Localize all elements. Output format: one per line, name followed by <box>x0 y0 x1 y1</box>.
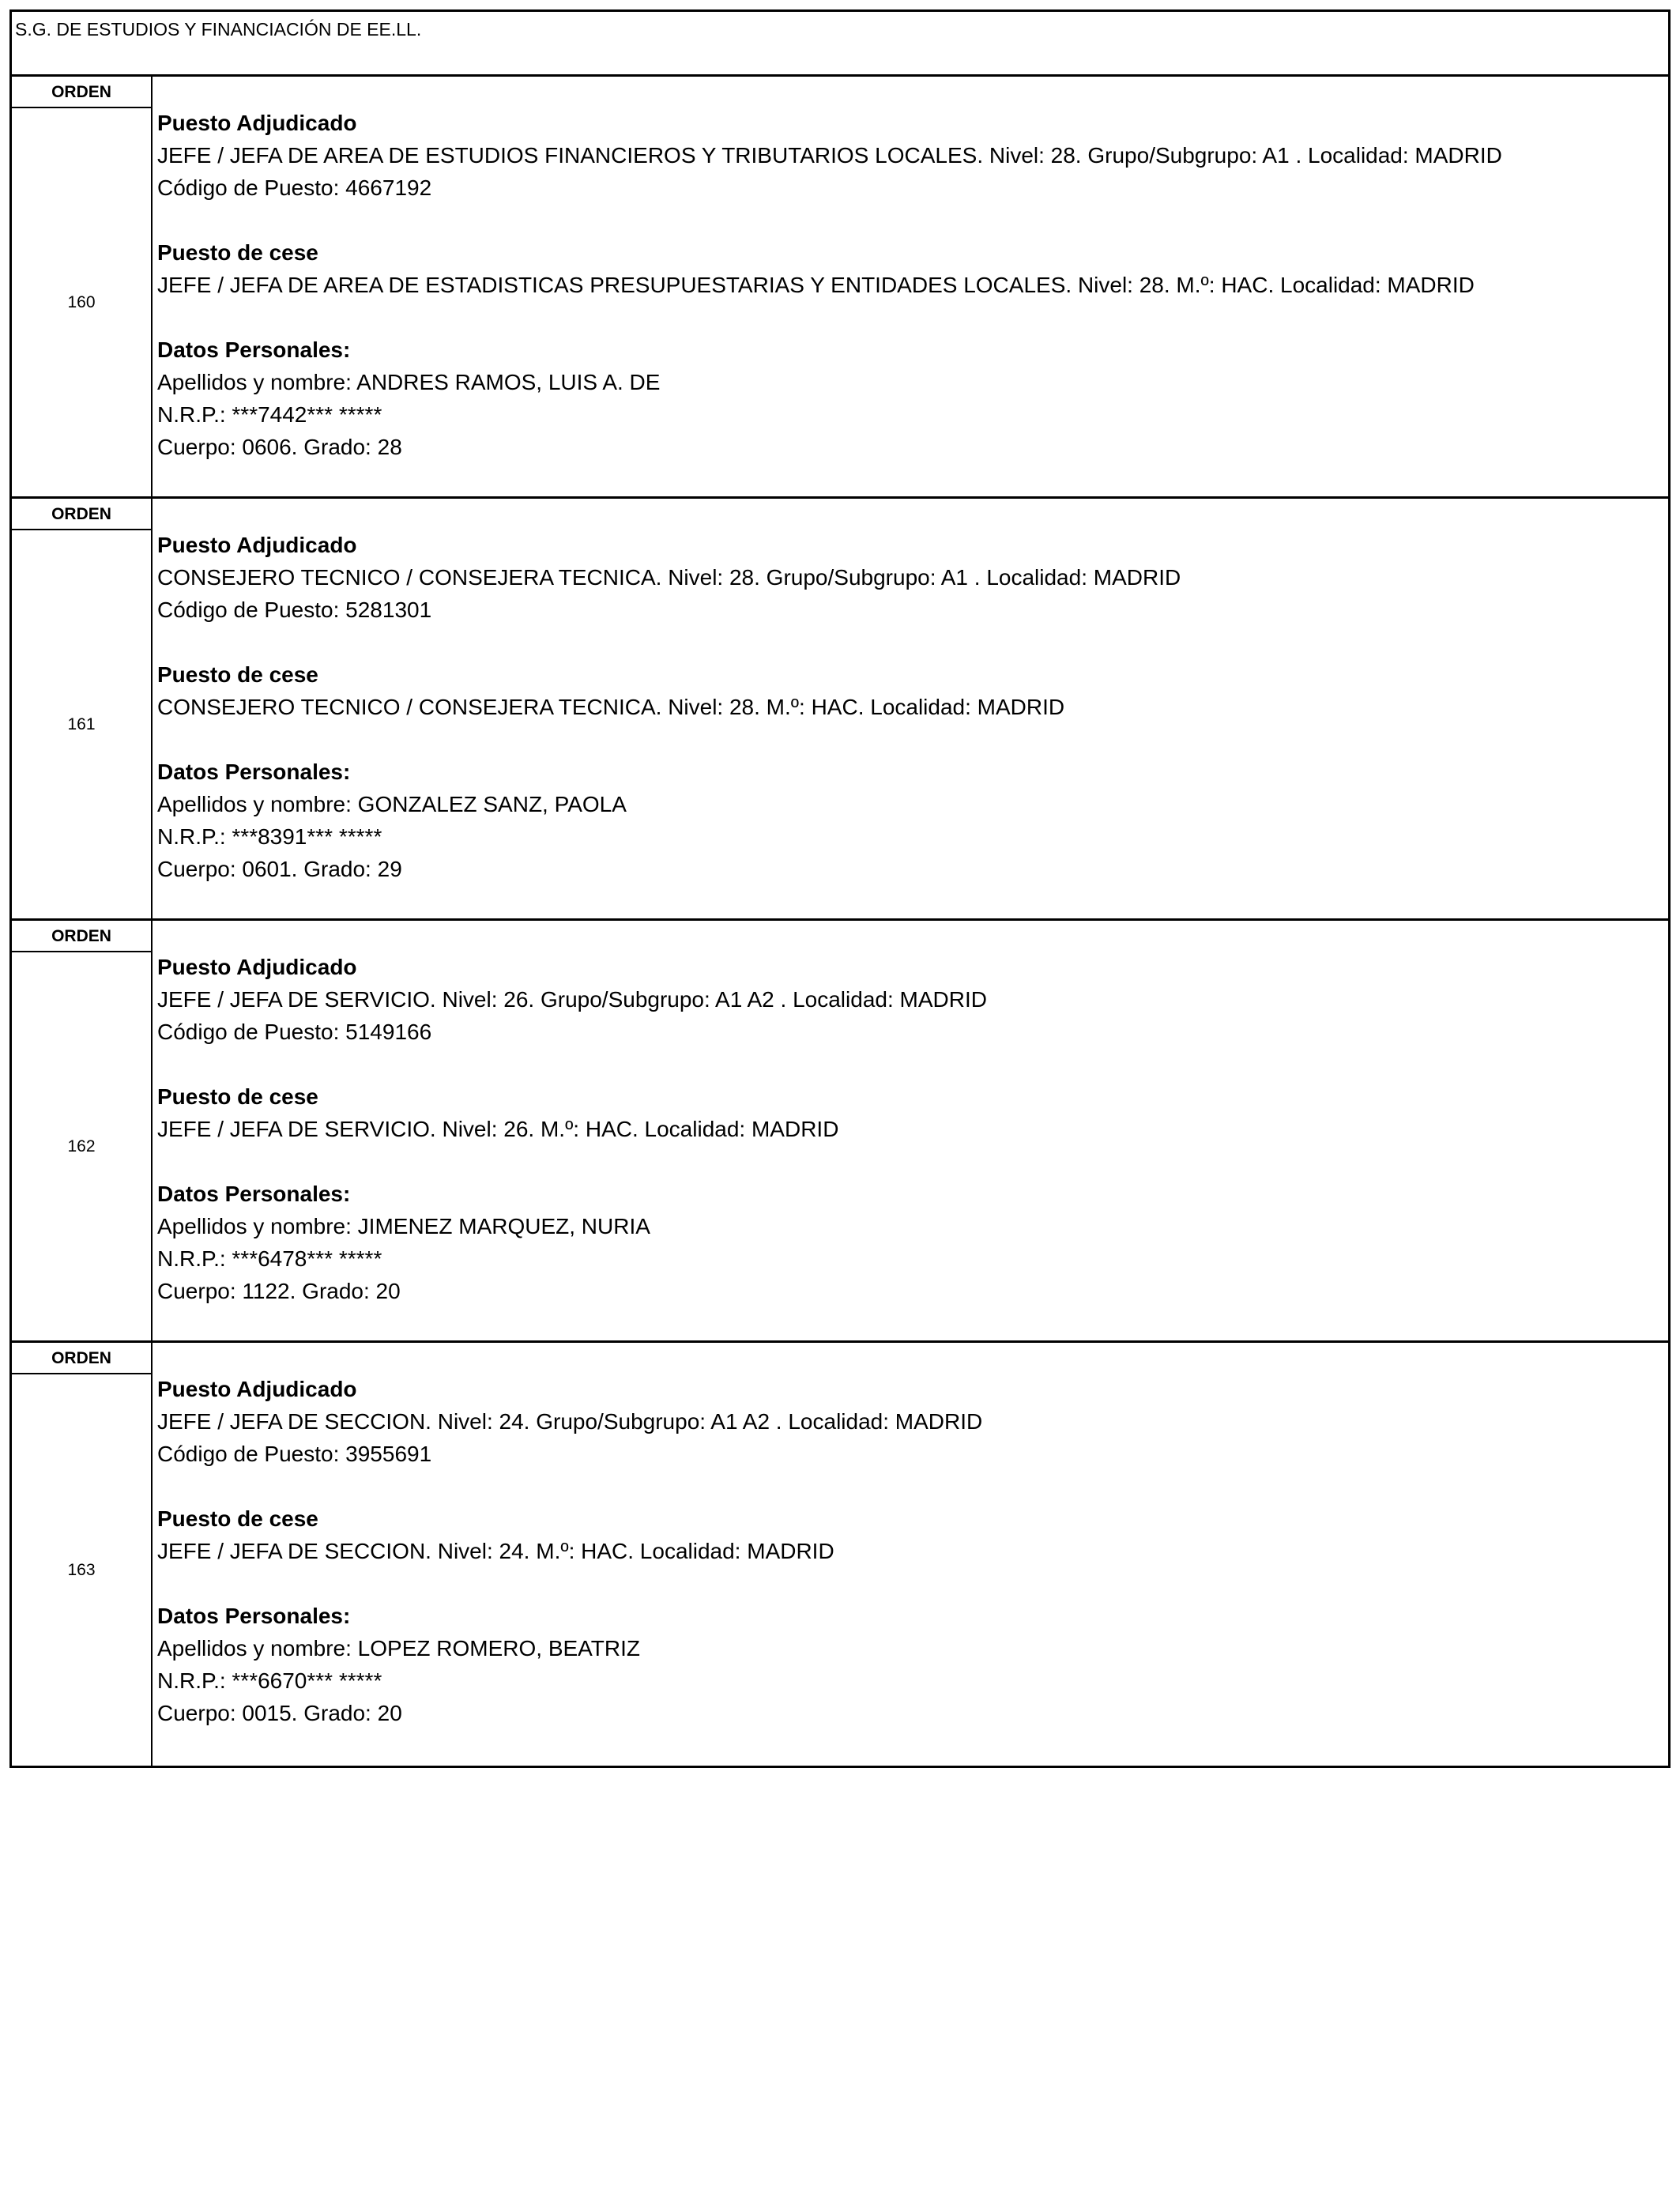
orden-number: 163 <box>67 1560 96 1579</box>
puesto-adjudicado-text: JEFE / JEFA DE SERVICIO. Nivel: 26. Grupo/Subgrupo: A1 A2 . Localidad: MADRID <box>157 987 987 1012</box>
nrp: N.R.P.: ***6478*** ***** <box>157 1246 382 1271</box>
nrp: N.R.P.: ***7442*** ***** <box>157 402 382 427</box>
datos-personales-title: Datos Personales: <box>157 760 351 784</box>
orden-number: 161 <box>67 714 96 733</box>
puesto-adjudicado-text: JEFE / JEFA DE SECCION. Nivel: 24. Grupo/Subgrupo: A1 A2 . Localidad: MADRID <box>157 1409 983 1434</box>
codigo-puesto: Código de Puesto: 5149166 <box>157 1020 432 1044</box>
datos-personales-title: Datos Personales: <box>157 337 351 362</box>
cuerpo-grado: Cuerpo: 0015. Grado: 20 <box>157 1701 402 1725</box>
orden-cell <box>12 1343 153 1766</box>
puesto-cese-text: JEFE / JEFA DE SECCION. Nivel: 24. M.º: HAC. Localidad: MADRID <box>157 1539 834 1563</box>
apellidos-nombre: Apellidos y nombre: LOPEZ ROMERO, BEATRIZ <box>157 1636 640 1661</box>
codigo-puesto: Código de Puesto: 5281301 <box>157 598 432 622</box>
codigo-puesto: Código de Puesto: 4667192 <box>157 175 432 200</box>
entry-details <box>153 921 1668 1340</box>
cuerpo-grado: Cuerpo: 1122. Grado: 20 <box>157 1279 401 1303</box>
orden-label: ORDEN <box>12 77 151 108</box>
puesto-cese-title: Puesto de cese <box>157 662 318 687</box>
puesto-adjudicado-text: JEFE / JEFA DE AREA DE ESTUDIOS FINANCIEROS Y TRIBUTARIOS LOCALES. Nivel: 28. Grupo/Subgrupo: A1 . Localidad: MADRID <box>157 143 1502 168</box>
table-row <box>12 1343 1668 1766</box>
puesto-adjudicado-text: CONSEJERO TECNICO / CONSEJERA TECNICA. Nivel: 28. Grupo/Subgrupo: A1 . Localidad: MADRID <box>157 565 1181 590</box>
puesto-adjudicado-title: Puesto Adjudicado <box>157 955 357 979</box>
codigo-puesto: Código de Puesto: 3955691 <box>157 1442 432 1466</box>
datos-personales-title: Datos Personales: <box>157 1604 351 1628</box>
entry-details <box>153 499 1668 918</box>
entry-details <box>153 77 1668 496</box>
orden-label: ORDEN <box>12 499 151 530</box>
datos-personales-title: Datos Personales: <box>157 1182 351 1206</box>
cuerpo-grado: Cuerpo: 0601. Grado: 29 <box>157 857 402 881</box>
puesto-cese-text: JEFE / JEFA DE AREA DE ESTADISTICAS PRESUPUESTARIAS Y ENTIDADES LOCALES. Nivel: 28. M.º: HAC. Localidad: MADRID <box>157 273 1475 297</box>
table-row <box>12 499 1668 921</box>
orden-cell <box>12 77 153 496</box>
puesto-adjudicado-title: Puesto Adjudicado <box>157 111 357 135</box>
department-header: S.G. DE ESTUDIOS Y FINANCIACIÓN DE EE.LL. <box>12 12 1668 77</box>
table-row <box>12 921 1668 1343</box>
puesto-cese-title: Puesto de cese <box>157 1506 318 1531</box>
puesto-cese-title: Puesto de cese <box>157 240 318 265</box>
entry-details <box>153 1343 1668 1766</box>
puesto-adjudicado-title: Puesto Adjudicado <box>157 533 357 557</box>
apellidos-nombre: Apellidos y nombre: GONZALEZ SANZ, PAOLA <box>157 792 627 816</box>
apellidos-nombre: Apellidos y nombre: ANDRES RAMOS, LUIS A. DE <box>157 370 661 394</box>
puesto-adjudicado-title: Puesto Adjudicado <box>157 1377 357 1401</box>
nrp: N.R.P.: ***8391*** ***** <box>157 824 382 849</box>
orden-number: 160 <box>67 292 96 311</box>
orden-cell <box>12 921 153 1340</box>
table-row <box>12 77 1668 499</box>
nrp: N.R.P.: ***6670*** ***** <box>157 1668 382 1693</box>
puesto-cese-text: CONSEJERO TECNICO / CONSEJERA TECNICA. Nivel: 28. M.º: HAC. Localidad: MADRID <box>157 695 1065 719</box>
puesto-cese-text: JEFE / JEFA DE SERVICIO. Nivel: 26. M.º: HAC. Localidad: MADRID <box>157 1117 839 1141</box>
orden-number: 162 <box>67 1137 96 1155</box>
cuerpo-grado: Cuerpo: 0606. Grado: 28 <box>157 435 402 459</box>
puesto-cese-title: Puesto de cese <box>157 1084 318 1109</box>
orden-label: ORDEN <box>12 1343 151 1374</box>
orden-cell <box>12 499 153 918</box>
document-table <box>9 9 1671 1768</box>
apellidos-nombre: Apellidos y nombre: JIMENEZ MARQUEZ, NURIA <box>157 1214 650 1238</box>
orden-label: ORDEN <box>12 921 151 952</box>
